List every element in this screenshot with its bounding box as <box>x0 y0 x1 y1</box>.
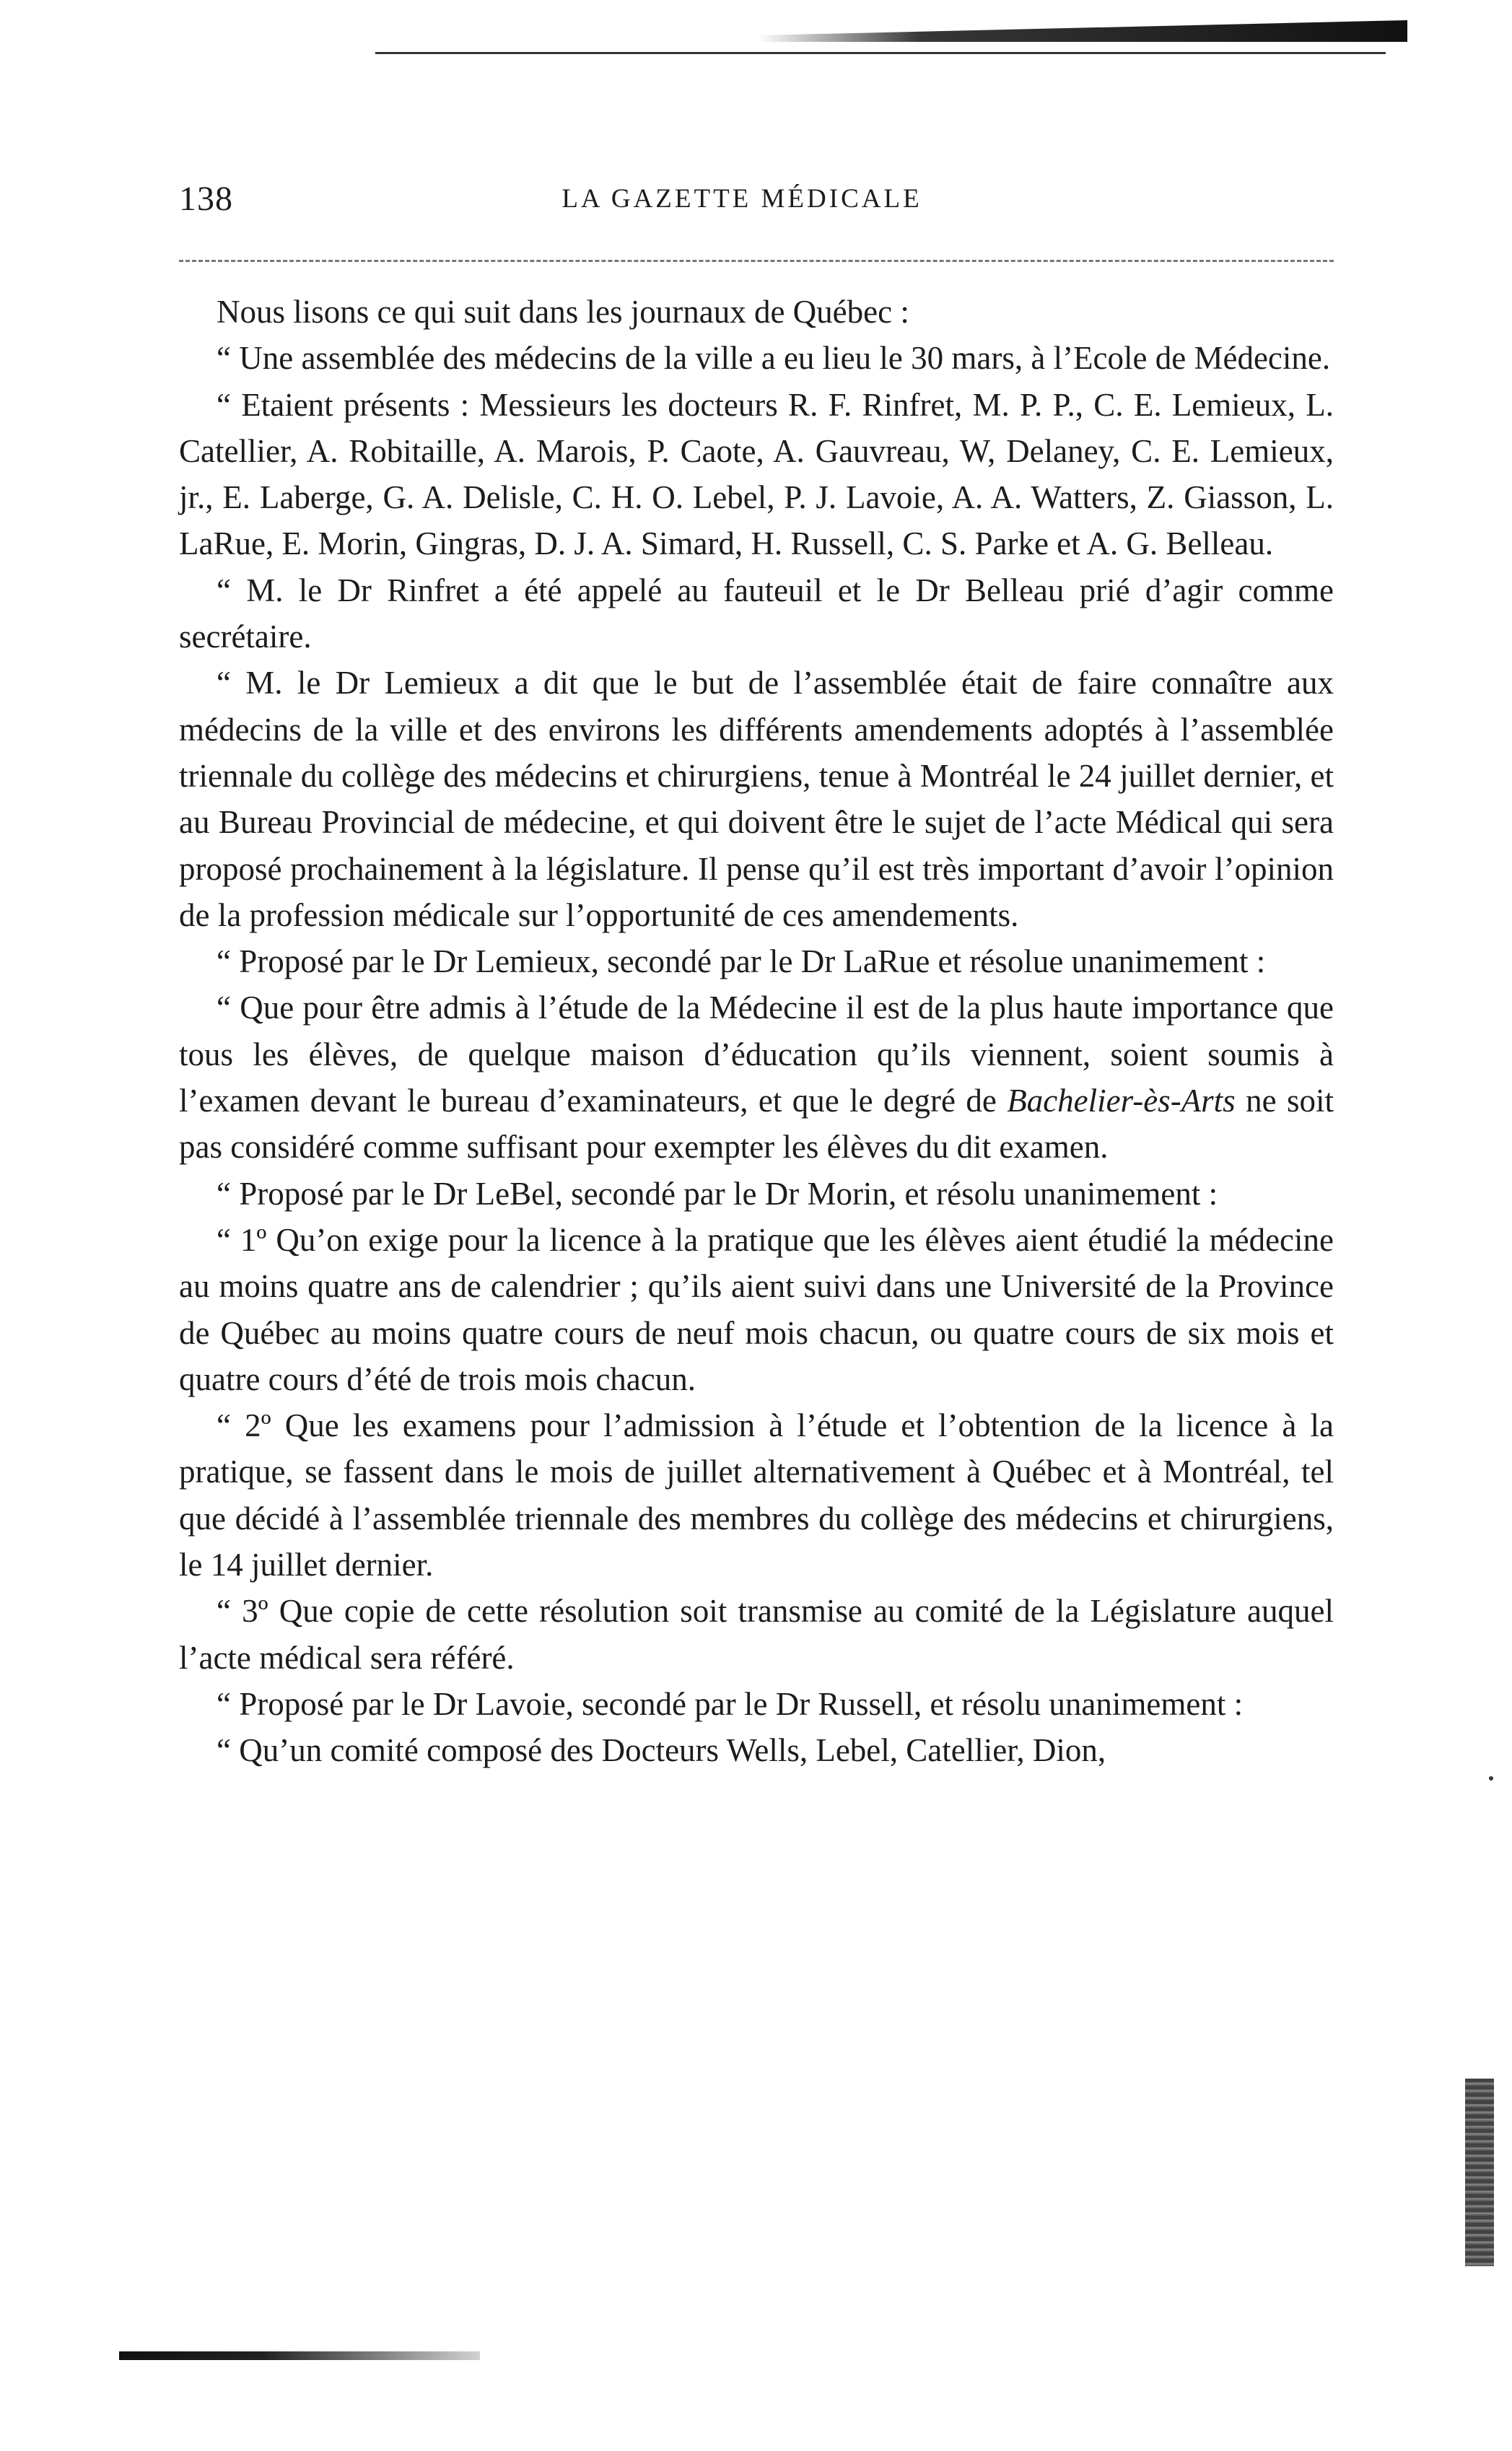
paragraph-intro: Nous lisons ce qui suit dans les journaux de Québec : <box>217 294 909 330</box>
paragraph-resolution-admission <box>179 984 1334 1170</box>
running-title: LA GAZETTE MÉDICALE <box>561 184 922 214</box>
resolution-text-before: “ Que pour être admis à l’étude de la Médecine il est de la plus haute importance que tous les élèves, de quelque maison d’éducation qu’ils viennent, soient soumis à l’examen devant le bureau d’examinateurs, et que le degré de <box>179 989 1334 1119</box>
paragraph-chair: “ M. le Dr Rinfret a été appelé au fauteuil et le Dr Belleau prié d’agir comme secrétaire. <box>179 572 1334 655</box>
scan-artifact-top-bar <box>758 20 1407 42</box>
header-divider <box>179 260 1334 262</box>
scan-artifact-right-edge <box>1465 2079 1494 2266</box>
paragraph-resolution-1: “ 1º Qu’on exige pour la licence à la pratique que les élèves aient étudié la médecine au moins quatre ans de calendrier ; qu’ils aient suivi dans une Université de la Province de Québec au moins quatre cours de neuf mois chacun, ou quatre cours de six mois et quatre cours d’été de trois mois chacun. <box>179 1221 1334 1397</box>
article-body <box>179 289 1334 1774</box>
page-header <box>179 179 1334 230</box>
paragraph-motion-lebel: “ Proposé par le Dr LeBel, secondé par le Dr Morin, et résolu unanimement : <box>217 1175 1218 1212</box>
paragraph-meeting: “ Une assemblée des médecins de la ville a eu lieu le 30 mars, à l’Ecole de Médecine. <box>217 340 1331 377</box>
scan-artifact-dot <box>1489 1776 1493 1781</box>
paragraph-committee: “ Qu’un comité composé des Docteurs Wells, Lebel, Catellier, Dion, <box>217 1732 1106 1769</box>
scan-artifact-top-line <box>375 52 1386 54</box>
resolution-text-after: ne soit pas considéré comme suffisant pour exempter les élèves du dit examen. <box>179 1083 1334 1166</box>
paragraph-purpose: “ M. le Dr Lemieux a dit que le but de l’assemblée était de faire connaître aux médecins de la ville et des environs les différents amendements adoptés à l’assemblée triennale du collège des médecins et chirurgiens, tenue à Montréal le 24 juillet dernier, et au Bureau Provincial de médecine, et qui doivent être le sujet de l’acte Médical qui sera proposé prochainement à la législature. Il pense qu’il est très important d’avoir l’opinion de la profession médicale sur l’opportunité de ces amendements. <box>179 665 1334 933</box>
paragraph-resolution-3: “ 3º Que copie de cette résolution soit transmise au comité de la Législature auquel l’acte médical sera référé. <box>179 1593 1334 1676</box>
paragraph-motion-lemieux: “ Proposé par le Dr Lemieux, secondé par le Dr LaRue et résolue unanimement : <box>217 943 1266 980</box>
scan-artifact-bottom-bar <box>119 2351 480 2360</box>
paragraph-attendees: “ Etaient présents : Messieurs les docteurs R. F. Rinfret, M. P. P., C. E. Lemieux, L. Catellier, A. Robitaille, A. Marois, P. Caote, A. Gauvreau, W, Delaney, C. E. Lemieux, jr., E. Laberge, G. A. Delisle, C. H. O. Lebel, P. J. Lavoie, A. A. Watters, Z. Giasson, L. LaRue, E. Morin, Gingras, D. J. A. Simard, H. Russell, C. S. Parke et A. G. Belleau. <box>179 386 1334 562</box>
degree-name: Bachelier-ès-Arts <box>1007 1083 1236 1119</box>
paragraph-resolution-2: “ 2º Que les examens pour l’admission à l’étude et l’obtention de la licence à la pratique, se fassent dans le mois de juillet alternativement à Québec et à Montréal, tel que décidé à l’assemblée triennale des membres du collège des médecins et chirurgiens, le 14 juillet dernier. <box>179 1407 1334 1583</box>
page-number: 138 <box>179 180 233 218</box>
paragraph-motion-lavoie: “ Proposé par le Dr Lavoie, secondé par le Dr Russell, et résolu unanimement : <box>217 1685 1244 1722</box>
